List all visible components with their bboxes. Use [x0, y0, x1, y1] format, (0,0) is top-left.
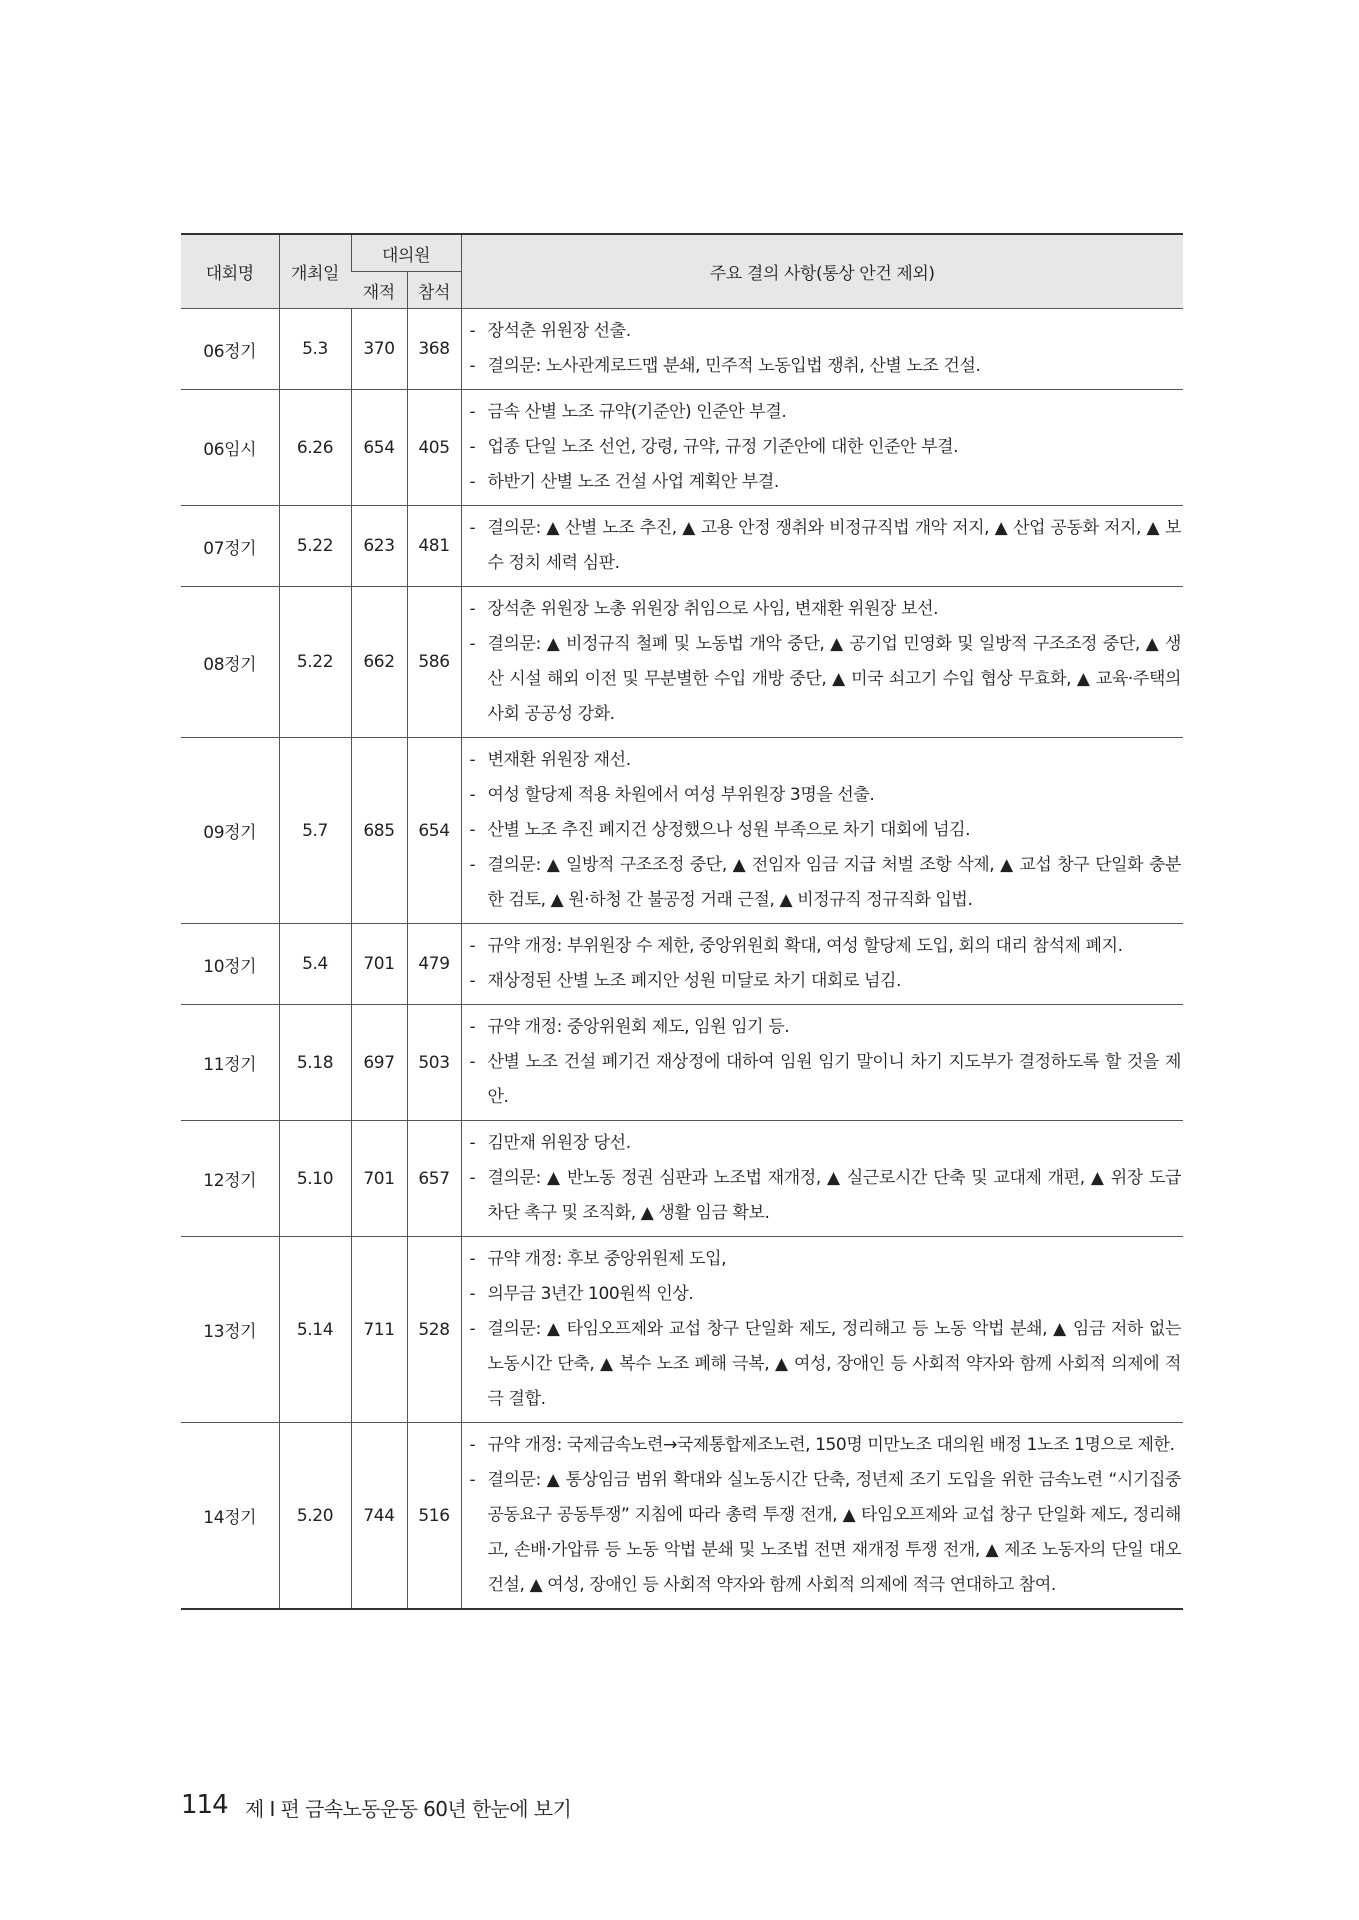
header-name: 대회명: [181, 234, 279, 309]
enrolled-count-cell: 697: [351, 1005, 407, 1121]
congress-date-cell: 5.14: [279, 1237, 351, 1423]
list-dash: -: [469, 971, 476, 991]
list-dash: -: [469, 1168, 476, 1188]
resolution-text: 결의문: ▲ 통상임금 범위 확대와 실노동시간 단축, 정년제 조기 도입을 위한 금속노련 “시기집중 공동요구 공동투쟁” 지침에 따라 총력 투쟁 전개, ▲ 타임오프제와 교섭 창구 단일화 제도, 정리해고, 손배·가압류 등 노동 악법 분쇄 및 노조법 전면 재개정 투쟁 전개, ▲ 제조 노동자의 단일 대오 건설, ▲ 여성, 장애인 등 사회적 약자와 함께 사회적 의제에 적극 연대하고 참여.: [487, 1470, 1181, 1595]
table-row: [181, 587, 1183, 738]
resolution-item: [470, 778, 1181, 813]
resolution-text: 하반기 산별 노조 건설 사업 계획안 부결.: [487, 472, 779, 492]
resolutions-cell: [461, 390, 1183, 506]
list-dash: -: [469, 936, 476, 956]
list-dash: -: [469, 750, 476, 770]
resolution-item: [470, 465, 1181, 500]
resolution-item: [470, 929, 1181, 964]
list-dash: -: [469, 472, 476, 492]
table-row: [181, 1005, 1183, 1121]
resolution-text: 여성 할당제 적용 차원에서 여성 부위원장 3명을 선출.: [487, 785, 875, 805]
resolution-item: [470, 1161, 1181, 1231]
resolution-text: 결의문: ▲ 비정규직 철폐 및 노동법 개악 중단, ▲ 공기업 민영화 및 일방적 구조조정 중단, ▲ 생산 시설 해외 이전 및 무분별한 수입 개방 중단, ▲ 미국 쇠고기 수입 협상 무효화, ▲ 교육·주택의 사회 공공성 강화.: [487, 634, 1181, 724]
list-dash: -: [469, 356, 476, 376]
page-number: 114: [181, 1790, 228, 1820]
list-dash: -: [469, 1052, 476, 1072]
resolutions-cell: [461, 1237, 1183, 1423]
list-dash: -: [469, 1319, 476, 1339]
present-count-cell: 481: [407, 506, 461, 587]
resolution-item: [470, 1010, 1181, 1045]
resolution-text: 결의문: ▲ 반노동 정권 심판과 노조법 재개정, ▲ 실근로시간 단축 및 교대제 개편, ▲ 위장 도급 차단 촉구 및 조직화, ▲ 생활 임금 확보.: [487, 1168, 1181, 1223]
list-dash: -: [469, 599, 476, 619]
list-dash: -: [469, 437, 476, 457]
header-present: 참석: [407, 272, 461, 309]
resolutions-cell: [461, 309, 1183, 390]
list-dash: -: [469, 321, 476, 341]
resolution-text: 의무금 3년간 100원씩 인상.: [487, 1284, 694, 1304]
present-count-cell: 368: [407, 309, 461, 390]
resolution-text: 변재환 위원장 재선.: [487, 750, 631, 770]
list-dash: -: [469, 1017, 476, 1037]
congress-date-cell: 6.26: [279, 390, 351, 506]
resolution-item: [470, 964, 1181, 999]
table-row: [181, 924, 1183, 1005]
congress-date-cell: 5.22: [279, 587, 351, 738]
resolution-text: 금속 산별 노조 규약(기준안) 인준안 부결.: [487, 402, 787, 422]
list-dash: -: [469, 1470, 476, 1490]
table-row: [181, 309, 1183, 390]
enrolled-count-cell: 744: [351, 1423, 407, 1610]
congress-date-cell: 5.4: [279, 924, 351, 1005]
resolutions-cell: [461, 924, 1183, 1005]
table-row: [181, 1121, 1183, 1237]
resolution-item: [470, 1428, 1181, 1463]
congress-name-cell: 06정기: [181, 309, 279, 390]
resolution-item: [470, 511, 1181, 581]
table-row: [181, 1237, 1183, 1423]
resolution-text: 규약 개정: 국제금속노련→국제통합제조노련, 150명 미만노조 대의원 배정 1노조 1명으로 제한.: [487, 1435, 1175, 1455]
resolution-item: [470, 592, 1181, 627]
resolution-text: 결의문: ▲ 산별 노조 추진, ▲ 고용 안정 쟁취와 비정규직법 개악 저지, ▲ 산업 공동화 저지, ▲ 보수 정치 세력 심판.: [487, 518, 1181, 573]
resolution-text: 산별 노조 건설 폐기건 재상정에 대하여 임원 임기 말이니 차기 지도부가 결정하도록 할 것을 제안.: [487, 1052, 1181, 1107]
header-row: [181, 234, 1183, 272]
congress-date-cell: 5.3: [279, 309, 351, 390]
resolution-item: [470, 1126, 1181, 1161]
resolution-item: [470, 1312, 1181, 1417]
congress-date-cell: 5.10: [279, 1121, 351, 1237]
table-row: [181, 738, 1183, 924]
congress-name-cell: 10정기: [181, 924, 279, 1005]
resolution-item: [470, 1463, 1181, 1603]
resolutions-cell: [461, 587, 1183, 738]
present-count-cell: 528: [407, 1237, 461, 1423]
list-dash: -: [469, 1435, 476, 1455]
resolution-text: 장석춘 위원장 선출.: [487, 321, 631, 341]
resolution-item: [470, 314, 1181, 349]
congress-name-cell: 09정기: [181, 738, 279, 924]
header-delegates: 대의원: [351, 234, 461, 272]
resolution-text: 규약 개정: 중앙위원회 제도, 임원 임기 등.: [487, 1017, 790, 1037]
congress-date-cell: 5.18: [279, 1005, 351, 1121]
list-dash: -: [469, 1133, 476, 1153]
header-enrolled: 재적: [351, 272, 407, 309]
congress-date-cell: 5.22: [279, 506, 351, 587]
congress-date-cell: 5.20: [279, 1423, 351, 1610]
header-date: 개최일: [279, 234, 351, 309]
enrolled-count-cell: 654: [351, 390, 407, 506]
congress-name-cell: 11정기: [181, 1005, 279, 1121]
congress-name-cell: 13정기: [181, 1237, 279, 1423]
resolutions-cell: [461, 738, 1183, 924]
congress-name-cell: 06임시: [181, 390, 279, 506]
congress-date-cell: 5.7: [279, 738, 351, 924]
header-resolutions: 주요 결의 사항(통상 안건 제외): [461, 234, 1183, 309]
present-count-cell: 405: [407, 390, 461, 506]
resolution-item: [470, 813, 1181, 848]
resolution-item: [470, 1045, 1181, 1115]
list-dash: -: [469, 1284, 476, 1304]
resolutions-cell: [461, 1121, 1183, 1237]
resolution-text: 재상정된 산별 노조 폐지안 성원 미달로 차기 대회로 넘김.: [487, 971, 902, 991]
table-row: [181, 1423, 1183, 1610]
resolution-text: 업종 단일 노조 선언, 강령, 규약, 규정 기준안에 대한 인준안 부결.: [487, 437, 959, 457]
enrolled-count-cell: 685: [351, 738, 407, 924]
resolution-text: 장석춘 위원장 노총 위원장 취임으로 사임, 변재환 위원장 보선.: [487, 599, 939, 619]
resolution-item: [470, 430, 1181, 465]
resolution-text: 결의문: ▲ 타임오프제와 교섭 창구 단일화 제도, 정리해고 등 노동 악법 분쇄, ▲ 임금 저하 없는 노동시간 단축, ▲ 복수 노조 폐해 극복, ▲ 여성, 장애인 등 사회적 약자와 함께 사회적 의제에 적극 결합.: [487, 1319, 1181, 1409]
resolution-text: 김만재 위원장 당선.: [487, 1133, 631, 1153]
book-title: 제 I 편 금속노동운동 60년 한눈에 보기: [245, 1797, 572, 1821]
enrolled-count-cell: 701: [351, 1121, 407, 1237]
enrolled-count-cell: 623: [351, 506, 407, 587]
resolution-text: 결의문: 노사관계로드맵 분쇄, 민주적 노동입법 쟁취, 산별 노조 건설.: [487, 356, 981, 376]
present-count-cell: 654: [407, 738, 461, 924]
congress-resolutions-table: [181, 233, 1183, 1610]
congress-name-cell: 08정기: [181, 587, 279, 738]
resolution-text: 결의문: ▲ 일방적 구조조정 중단, ▲ 전임자 임금 지급 처벌 조항 삭제, ▲ 교섭 창구 단일화 충분한 검토, ▲ 원·하청 간 불공정 거래 근절, ▲ 비정규직 정규직화 입법.: [487, 855, 1181, 910]
present-count-cell: 479: [407, 924, 461, 1005]
list-dash: -: [469, 634, 476, 654]
present-count-cell: 503: [407, 1005, 461, 1121]
congress-name-cell: 14정기: [181, 1423, 279, 1610]
resolution-text: 규약 개정: 후보 중앙위원제 도입,: [487, 1249, 727, 1269]
enrolled-count-cell: 370: [351, 309, 407, 390]
enrolled-count-cell: 701: [351, 924, 407, 1005]
resolution-item: [470, 743, 1181, 778]
resolution-text: 산별 노조 추진 폐지건 상정했으나 성원 부족으로 차기 대회에 넘김.: [487, 820, 971, 840]
resolutions-cell: [461, 1005, 1183, 1121]
resolution-item: [470, 627, 1181, 732]
resolution-item: [470, 349, 1181, 384]
resolution-item: [470, 1277, 1181, 1312]
resolution-item: [470, 848, 1181, 918]
resolution-item: [470, 1242, 1181, 1277]
resolutions-cell: [461, 1423, 1183, 1610]
enrolled-count-cell: 662: [351, 587, 407, 738]
list-dash: -: [469, 855, 476, 875]
congress-name-cell: 07정기: [181, 506, 279, 587]
resolution-item: [470, 395, 1181, 430]
table-row: [181, 506, 1183, 587]
enrolled-count-cell: 711: [351, 1237, 407, 1423]
list-dash: -: [469, 518, 476, 538]
table-row: [181, 390, 1183, 506]
list-dash: -: [469, 1249, 476, 1269]
resolution-text: 규약 개정: 부위원장 수 제한, 중앙위원회 확대, 여성 할당제 도입, 회의 대리 참석제 폐지.: [487, 936, 1123, 956]
list-dash: -: [469, 402, 476, 422]
list-dash: -: [469, 820, 476, 840]
present-count-cell: 586: [407, 587, 461, 738]
present-count-cell: 657: [407, 1121, 461, 1237]
congress-name-cell: 12정기: [181, 1121, 279, 1237]
list-dash: -: [469, 785, 476, 805]
resolutions-cell: [461, 506, 1183, 587]
present-count-cell: 516: [407, 1423, 461, 1610]
